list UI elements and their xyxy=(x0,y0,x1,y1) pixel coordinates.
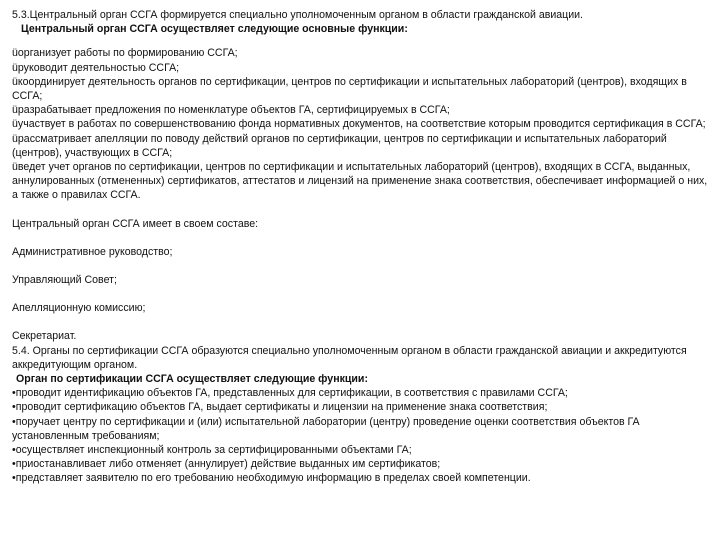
bullet-icon: • xyxy=(12,458,16,471)
section1-function-item xyxy=(12,61,708,75)
section1-heading: Центральный орган ССГА осуществляет следующие основные функции: xyxy=(21,23,408,36)
bullet-icon: ü xyxy=(12,75,18,88)
bullet-icon: • xyxy=(12,387,16,400)
section2-function-item-text: проводит идентификацию объектов ГА, представленных для сертификации, в соответствия с правилами ССГА; xyxy=(15,387,568,400)
section2-function-item xyxy=(12,471,708,485)
bullet-icon: ü xyxy=(12,118,18,131)
spacer xyxy=(12,203,708,217)
spacer xyxy=(12,259,708,273)
bullet-icon: • xyxy=(12,472,16,485)
composition-item: Секретариат. xyxy=(12,330,77,343)
section2-function-item-text: представляет заявителю по его требованию необходимую информацию в пределах своей компетенции. xyxy=(15,472,531,485)
section1-function-item xyxy=(12,132,708,160)
section1-function-item xyxy=(12,46,708,60)
section1-function-item-text: ведет учет органов по сертификации, центров по сертификации и испытательных лабораторий (центров), входящих в ССГА, выданных, аннулированных (отмененных) сертификатов, аттестатов и лицензий на применение знака соответствия, обеспечивает информацией о них, а также о правилах ССГА. xyxy=(12,161,708,202)
composition-intro: Центральный орган ССГА имеет в своем составе: xyxy=(12,217,259,230)
bullet-icon: ü xyxy=(12,104,18,117)
section2-function-item xyxy=(12,386,708,400)
section2-function-item-text: осуществляет инспекционный контроль за сертифицированными объектами ГА; xyxy=(15,444,412,457)
section2-function-item xyxy=(12,400,708,414)
composition-item: Управляющий Совет; xyxy=(12,274,117,287)
spacer xyxy=(12,315,708,329)
section1-function-item-text: координирует деятельность органов по сертификации, центров по сертификации и испытательных лабораторий (центров), входящих в ССГА; xyxy=(12,75,687,103)
section2-heading: Орган по сертификации ССГА осуществляет следующие функции: xyxy=(16,373,368,386)
section2-function-item-text: проводит сертификацию объектов ГА, выдает сертификаты и лицензии на применение знака соответствия; xyxy=(15,401,548,414)
composition-item: Административное руководство; xyxy=(12,245,173,258)
section1-function-item-text: рассматривает апелляции по поводу действий органов по сертификации, центров по сертификации и испытательных лабораторий (центров), участвующих в ССГА; xyxy=(12,132,667,159)
spacer xyxy=(12,36,708,46)
section1-function-item xyxy=(12,160,708,203)
composition-item: Апелляционную комиссию; xyxy=(12,302,146,315)
section1-function-item-text: руководит деятельностью ССГА; xyxy=(17,61,180,74)
section2-function-item-text: приостанавливает либо отменяет (аннулирует) действие выданных им сертификатов; xyxy=(15,458,441,471)
section2-intro: 5.4. Органы по сертификации ССГА образуются специально уполномоченным органом в области гражданской авиации и аккредитуются аккредитующим органом. xyxy=(12,344,687,371)
section1-function-item-text: разрабатывает предложения по номенклатуре объектов ГА, сертифицируемых в ССГА; xyxy=(17,104,450,117)
spacer xyxy=(12,231,708,245)
section2-function-item xyxy=(12,415,708,443)
section1-function-item-text: организует работы по формированию ССГА; xyxy=(17,47,238,60)
section1-intro: 5.3.Центральный орган ССГА формируется специально уполномоченным органом в области гражданской авиации. xyxy=(12,9,583,21)
bullet-icon: ü xyxy=(12,61,18,74)
section1-function-item xyxy=(12,117,708,131)
section2-function-list xyxy=(12,386,708,485)
section1-function-item xyxy=(12,103,708,117)
section1-function-item xyxy=(12,75,708,103)
section1-function-item-text: участвует в работах по совершенствованию фонда нормативных документов, на соответствие которым проводится сертификация в ССГА; xyxy=(17,118,706,131)
bullet-icon: • xyxy=(12,415,16,428)
bullet-icon: ü xyxy=(12,132,18,145)
spacer xyxy=(12,287,708,301)
bullet-icon: ü xyxy=(12,47,18,60)
section2-function-item xyxy=(12,457,708,471)
section1-function-list xyxy=(12,46,708,202)
section2-function-item xyxy=(12,443,708,457)
bullet-icon: • xyxy=(12,401,16,414)
section2-function-item-text: поручает центру по сертификации и (или) испытательной лаборатории (центру) проведение оценки соответствия объектов ГА установленным требованиям; xyxy=(12,415,640,442)
bullet-icon: • xyxy=(12,444,16,457)
bullet-icon: ü xyxy=(12,161,18,174)
